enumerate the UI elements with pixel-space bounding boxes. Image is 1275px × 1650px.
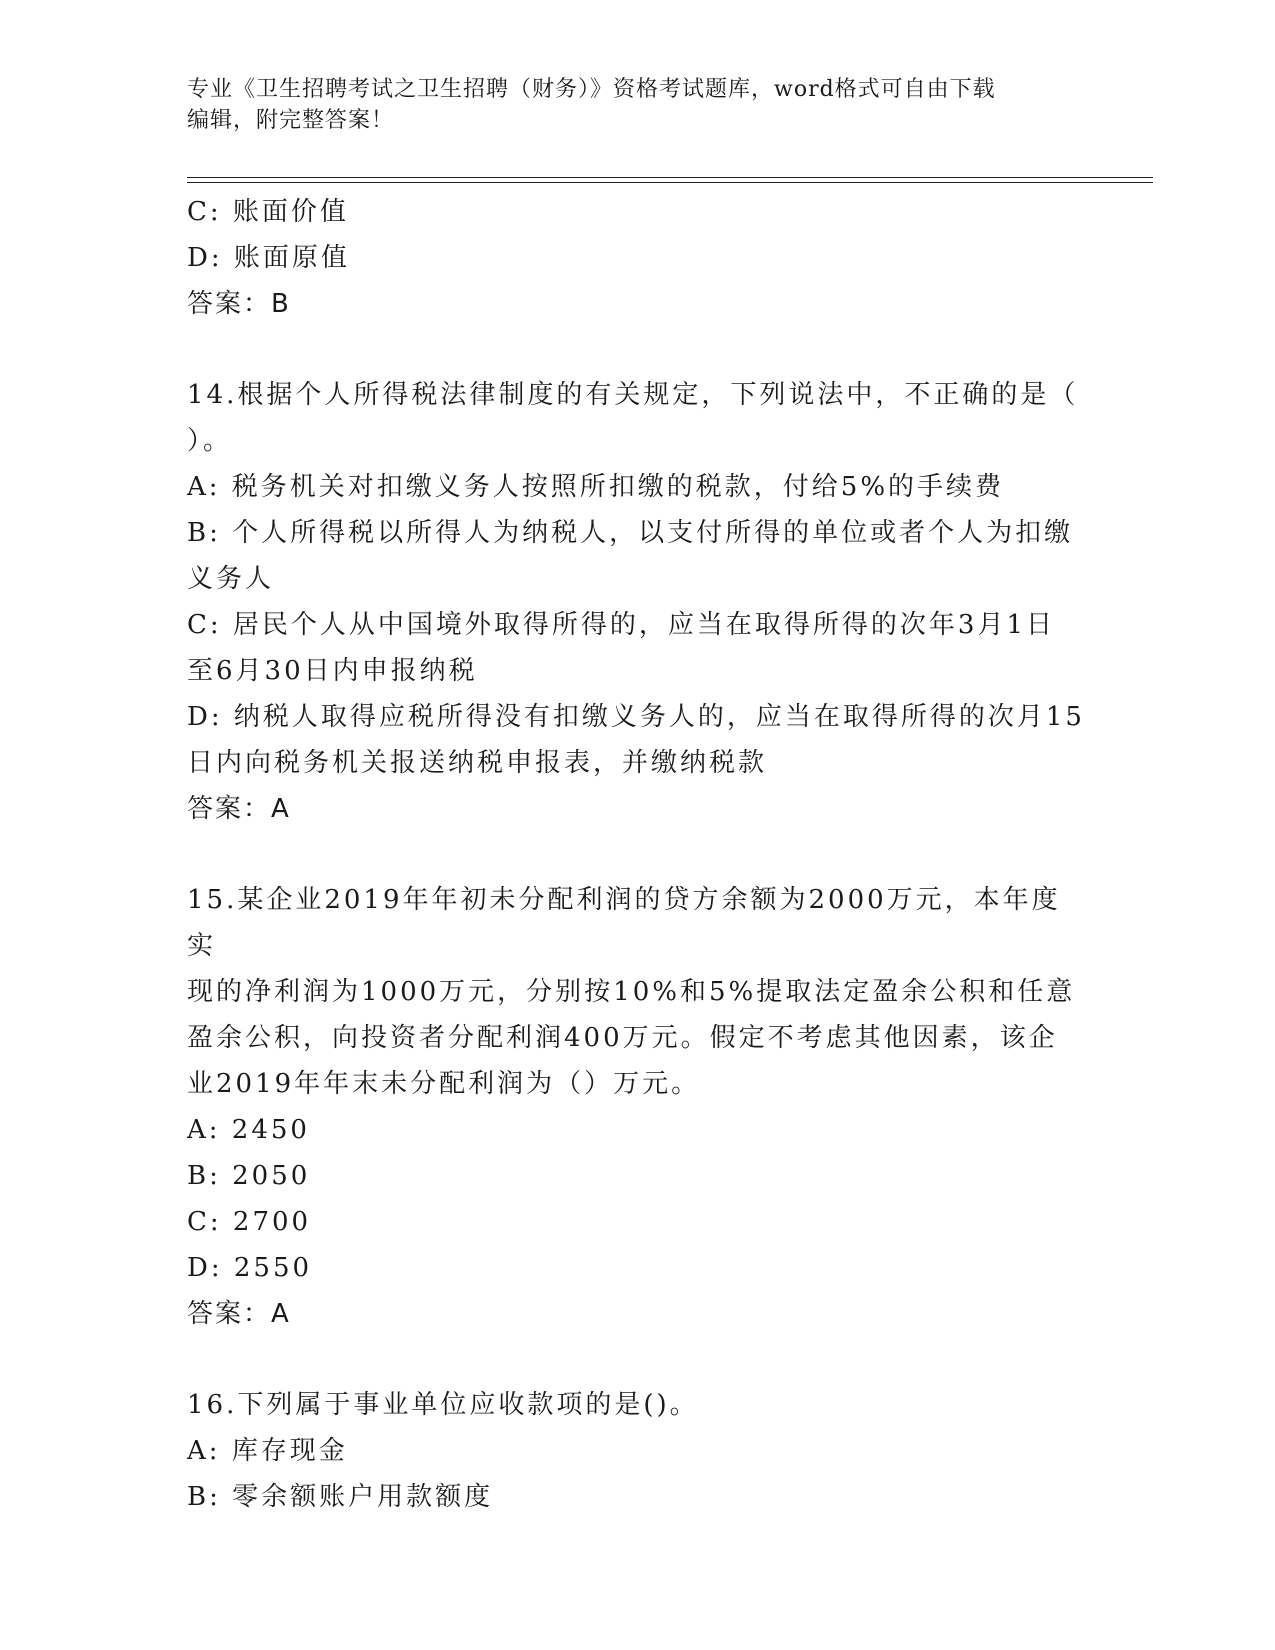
header-divider-top [187, 177, 1153, 178]
question-content [187, 189, 1087, 1520]
answer-line: 答案：A [187, 794, 291, 824]
question-stem-continued: 业2019年年末未分配利润为（）万元。 [187, 1069, 701, 1099]
option-d: D: 账面原值 [187, 243, 350, 273]
option-d: D: 2550 [187, 1253, 313, 1283]
answer-line: 答案：B [187, 289, 291, 319]
question-stem-continued: 现的净利润为1000万元，分别按10%和5%提取法定盈余公积和任意 [187, 977, 1076, 1007]
option-c: C: 2700 [187, 1207, 312, 1237]
spacer [187, 832, 1087, 877]
option-a: A: 税务机关对扣缴义务人按照所扣缴的税款，付给5%的手续费 [187, 472, 1005, 502]
question-13 [187, 189, 1087, 327]
question-stem-continued: ）。 [187, 426, 233, 456]
option-b: B: 零余额账户用款额度 [187, 1482, 494, 1512]
document-header [187, 74, 1087, 136]
question-stem: 15.某企业2019年年初未分配利润的贷方余额为2000万元，本年度实 [187, 885, 1061, 961]
option-d: D: 纳税人取得应税所得没有扣缴义务人的，应当在取得所得的次月15 [187, 702, 1085, 732]
option-d-continued: 日内向税务机关报送纳税申报表，并缴纳税款 [187, 748, 768, 778]
header-divider-bottom [187, 182, 1153, 183]
header-line-2: 编辑，附完整答案！ [187, 108, 395, 133]
option-c: C: 账面价值 [187, 197, 349, 227]
spacer [187, 327, 1087, 372]
option-b: B: 个人所得税以所得人为纳税人，以支付所得的单位或者个人为扣缴 [187, 518, 1074, 548]
question-15 [187, 877, 1087, 1337]
option-b: B: 2050 [187, 1161, 311, 1191]
spacer [187, 1337, 1087, 1382]
header-line-1: 专业《卫生招聘考试之卫生招聘（财务）》资格考试题库，word格式可自由下载 [187, 77, 996, 102]
option-c-continued: 至6月30日内申报纳税 [187, 656, 478, 686]
question-stem: 14.根据个人所得税法律制度的有关规定，下列说法中，不正确的是（ [187, 380, 1079, 410]
option-c: C: 居民个人从中国境外取得所得的，应当在取得所得的次年3月1日 [187, 610, 1056, 640]
question-16 [187, 1382, 1087, 1520]
question-14 [187, 372, 1087, 832]
answer-line: 答案：A [187, 1299, 291, 1329]
option-b-continued: 义务人 [187, 564, 275, 594]
question-stem: 16.下列属于事业单位应收款项的是()。 [187, 1390, 699, 1420]
question-stem-continued: 盈余公积，向投资者分配利润400万元。假定不考虑其他因素，该企 [187, 1023, 1058, 1053]
option-a: A: 库存现金 [187, 1436, 348, 1466]
option-a: A: 2450 [187, 1115, 310, 1145]
